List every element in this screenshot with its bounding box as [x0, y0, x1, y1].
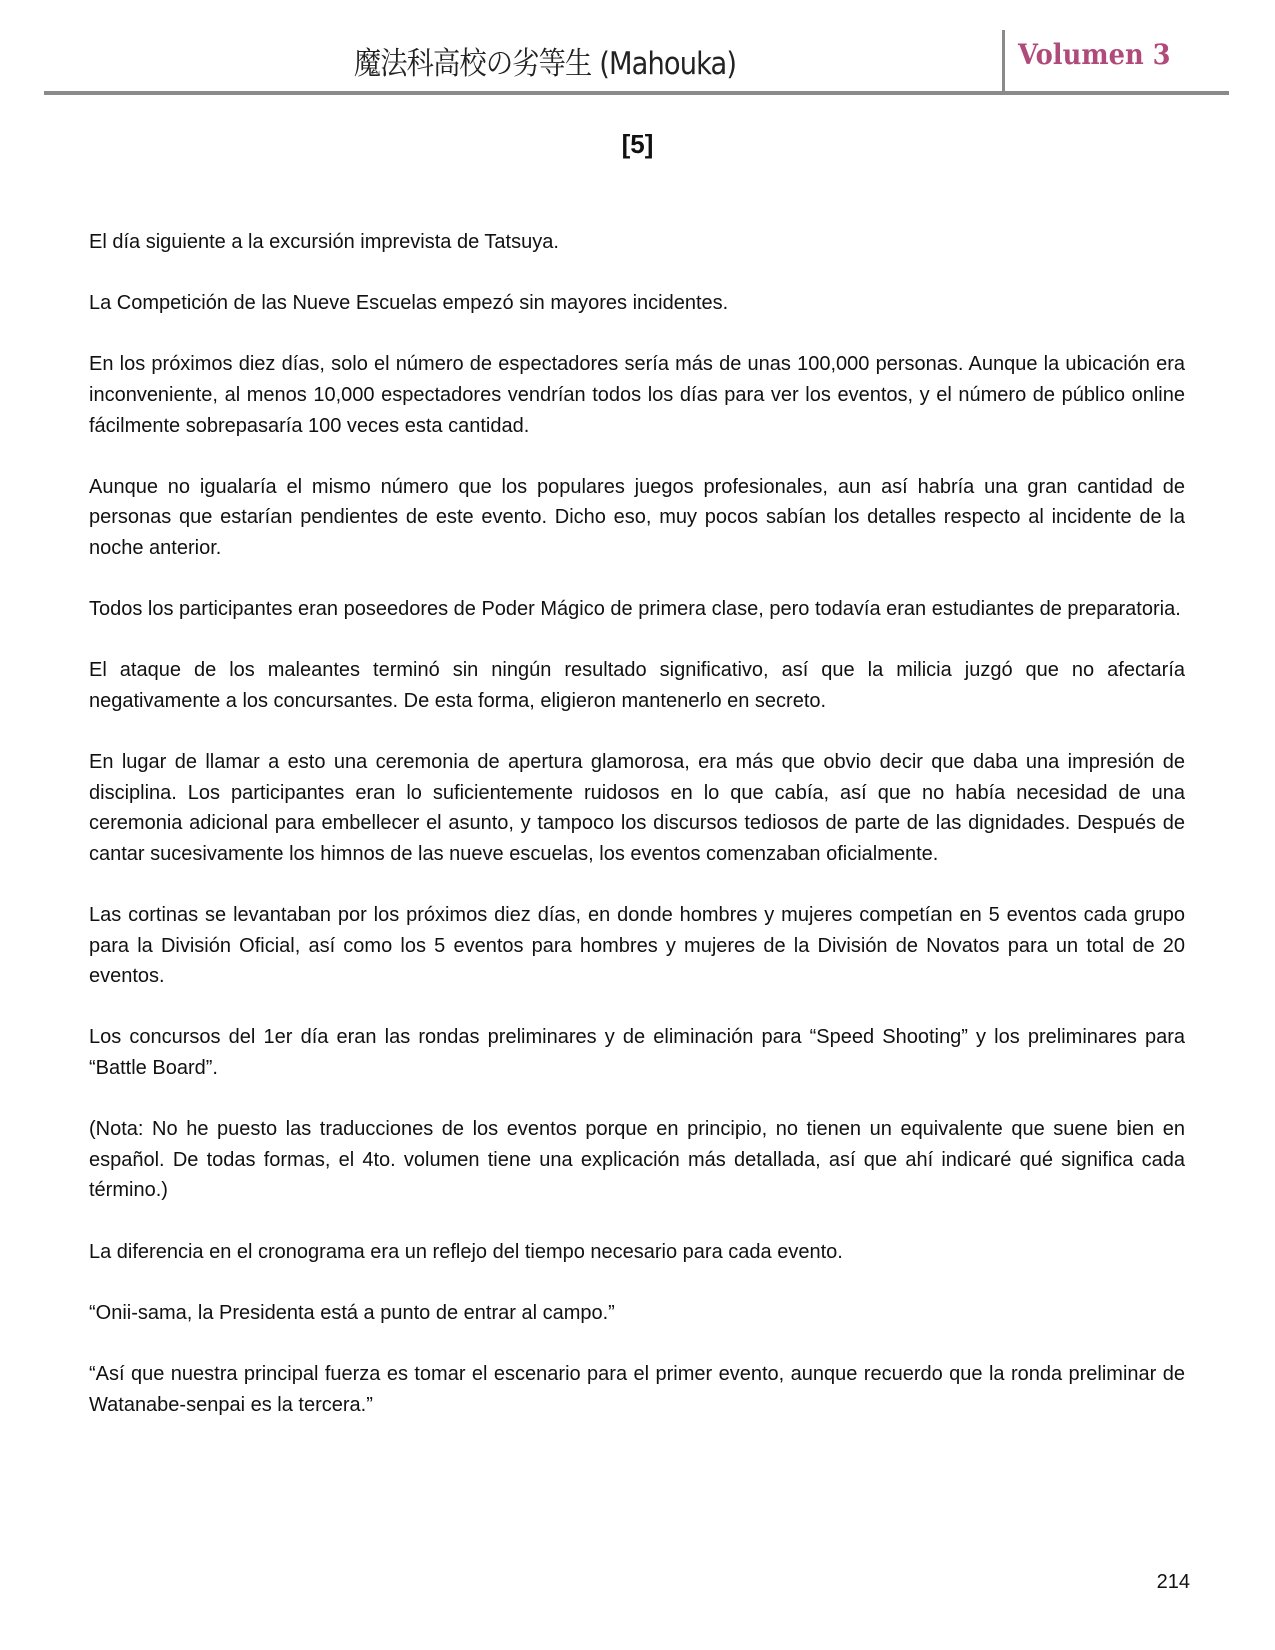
- paragraph: La diferencia en el cronograma era un reflejo del tiempo necesario para cada evento.: [89, 1240, 843, 1263]
- paragraph: La Competición de las Nueve Escuelas empezó sin mayores incidentes.: [89, 292, 729, 315]
- header-divider: [1002, 30, 1005, 94]
- body-text: [89, 227, 1185, 1451]
- paragraph: Aunque no igualaría el mismo número que los populares juegos profesionales, aun así habría una gran cantidad de personas que estarían pendientes de este evento. Dicho eso, muy pocos sabían los detalles respecto al incidente de la noche anterior.: [89, 475, 1185, 559]
- paragraph: Todos los participantes eran poseedores de Poder Mágico de primera clase, pero todavía eran estudiantes de preparatoria.: [89, 598, 1181, 621]
- paragraph: En lugar de llamar a esto una ceremonia de apertura glamorosa, era más que obvio decir que daba una impresión de disciplina. Los participantes eran lo suficientemente ruidosos en lo que cabía, así que no había necesidad de una ceremonia adicional para embellecer el asunto, y tampoco los discursos tediosos de parte de las dignidades. Después de cantar sucesivamente los himnos de las nueve escuelas, los eventos comenzaban oficialmente.: [89, 751, 1185, 865]
- volume-label: Volumen 3: [1018, 38, 1171, 71]
- paragraph: Los concursos del 1er día eran las rondas preliminares y de eliminación para “Speed Shooting” y los preliminares para “Battle Board”.: [89, 1026, 1185, 1080]
- paragraph: El día siguiente a la excursión imprevista de Tatsuya.: [89, 231, 559, 253]
- paragraph: El ataque de los maleantes terminó sin ningún resultado significativo, así que la milicia juzgó que no afectaría negativamente a los concursantes. De esta forma, eligieron mantenerlo en secreto.: [89, 659, 1185, 712]
- paragraph: “Onii-sama, la Presidenta está a punto de entrar al campo.”: [89, 1301, 615, 1324]
- paragraph: Las cortinas se levantaban por los próximos diez días, en donde hombres y mujeres competían en 5 eventos cada grupo para la División Oficial, así como los 5 eventos para hombres y mujeres de la División de Novatos para un total de 20 eventos.: [89, 904, 1185, 988]
- paragraph: En los próximos diez días, solo el número de espectadores sería más de unas 100,000 personas. Aunque la ubicación era inconveniente, al menos 10,000 espectadores vendrían todos los días para ver los eventos, y el número de público online fácilmente sobrepasaría 100 veces esta cantidad.: [89, 353, 1185, 437]
- paragraph: “Así que nuestra principal fuerza es tomar el escenario para el primer evento, aunque recuerdo que la ronda preliminar de Watanabe-senpai es la tercera.”: [89, 1362, 1185, 1416]
- chapter-heading: [5]: [621, 129, 654, 159]
- page-number: 214: [1156, 1571, 1190, 1593]
- book-title: 魔法科高校の劣等生 (Mahouka): [353, 46, 737, 82]
- header-rule: [44, 91, 1229, 95]
- paragraph: (Nota: No he puesto las traducciones de los eventos porque en principio, no tienen un equivalente que suene bien en español. De todas formas, el 4to. volumen tiene una explicación más detallada, así que ahí indicaré qué significa cada término.): [89, 1118, 1185, 1202]
